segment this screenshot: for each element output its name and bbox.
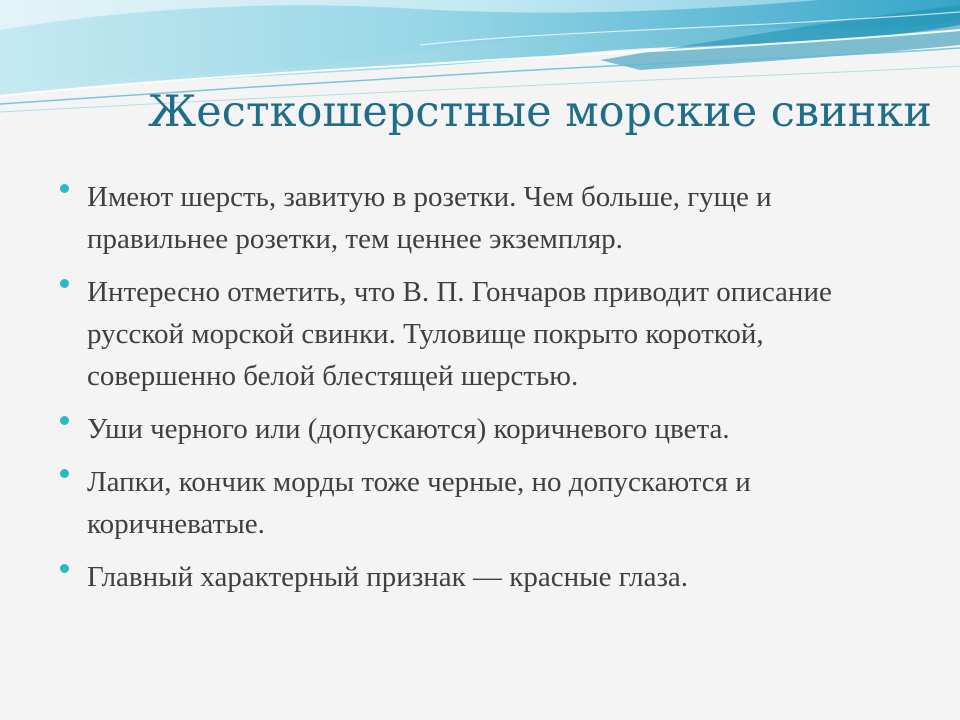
bullet-dot-icon bbox=[60, 184, 69, 193]
bullet-item bbox=[56, 271, 916, 397]
bullet-text: Лапки, кончик морды тоже черные, но допускаются и коричневатые. bbox=[87, 466, 751, 540]
bullet-text: Имеют шерсть, завитую в розетки. Чем больше, гуще и правильнее розетки, тем ценнее экземпляр. bbox=[87, 181, 772, 255]
bullet-item bbox=[56, 176, 916, 260]
bullet-text: Интересно отметить, что В. П. Гончаров приводит описание русской морской свинки. Туловище покрыто короткой, совершенно белой блестящей шерстью. bbox=[87, 276, 832, 392]
bullet-dot-icon bbox=[60, 416, 69, 425]
slide-title: Жесткошерстные морские свинки bbox=[148, 87, 932, 137]
bullet-dot-icon bbox=[60, 564, 69, 573]
bullet-dot-icon bbox=[60, 279, 69, 288]
bullet-item bbox=[56, 556, 916, 598]
bullet-text: Уши черного или (допускаются) коричневого цвета. bbox=[87, 413, 730, 445]
bullet-item bbox=[56, 461, 916, 545]
bullet-item bbox=[56, 408, 916, 450]
bullet-dot-icon bbox=[60, 469, 69, 478]
bullet-list bbox=[56, 176, 916, 609]
bullet-text: Главный характерный признак — красные глаза. bbox=[87, 561, 689, 593]
